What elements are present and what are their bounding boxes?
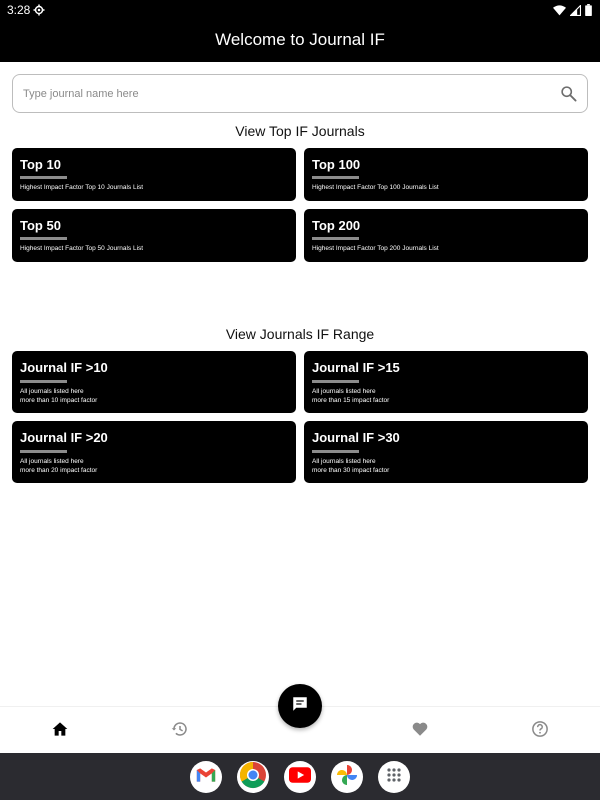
app-drawer-button[interactable] [378, 761, 410, 793]
if-10-card[interactable] [12, 351, 296, 413]
home-icon [52, 721, 68, 742]
card-divider [312, 380, 359, 383]
search-icon[interactable] [560, 85, 577, 107]
card-description: Highest Impact Factor Top 100 Journals List [312, 184, 439, 191]
card-title: Journal IF >30 [312, 430, 400, 445]
card-description-line2: more than 15 impact factor [312, 397, 390, 404]
photos-icon [335, 763, 359, 792]
youtube-icon [289, 767, 311, 788]
card-divider [312, 176, 359, 179]
status-bar [0, 0, 600, 20]
card-description: Highest Impact Factor Top 10 Journals List [20, 184, 144, 191]
range-journals-heading: View Journals IF Range [225, 326, 375, 342]
top-journals-heading: View Top IF Journals [235, 123, 365, 139]
chat-fab-button[interactable] [278, 684, 322, 728]
chat-icon [291, 695, 309, 718]
card-title: Journal IF >15 [312, 360, 400, 375]
card-description: Highest Impact Factor Top 50 Journals List [20, 245, 144, 252]
card-title: Top 50 [20, 218, 61, 233]
card-title: Top 100 [312, 157, 361, 172]
card-divider [312, 450, 359, 453]
help-icon [531, 720, 549, 743]
app-bar [0, 0, 600, 62]
chrome-icon [239, 761, 267, 794]
card-title: Journal IF >20 [20, 430, 108, 445]
nav-help[interactable] [530, 721, 550, 741]
search-input[interactable] [23, 83, 543, 105]
page-title: Welcome to Journal IF [215, 30, 385, 49]
status-indicators [553, 3, 592, 21]
card-description-line2: more than 20 impact factor [20, 467, 98, 474]
card-description-line2: more than 30 impact factor [312, 467, 390, 474]
photos-app[interactable] [331, 761, 363, 793]
gmail-icon [196, 767, 216, 788]
settings-gear-icon [33, 3, 45, 21]
card-divider [20, 380, 67, 383]
if-15-card[interactable] [304, 351, 588, 413]
card-divider [20, 176, 67, 179]
if-20-card[interactable] [12, 421, 296, 483]
battery-icon [585, 3, 592, 21]
gmail-app[interactable] [190, 761, 222, 793]
heart-icon [411, 720, 429, 743]
card-title: Top 200 [312, 218, 361, 233]
card-description-line2: more than 10 impact factor [20, 397, 98, 404]
card-description-line1: All journals listed here [312, 388, 376, 395]
top-100-card[interactable] [304, 148, 588, 201]
card-divider [20, 237, 67, 240]
nav-favorites[interactable] [410, 721, 430, 741]
card-description-line1: All journals listed here [20, 388, 84, 395]
system-taskbar [0, 753, 600, 800]
card-title: Journal IF >10 [20, 360, 108, 375]
top-200-card[interactable] [304, 209, 588, 262]
nav-home[interactable] [50, 721, 70, 741]
card-divider [20, 450, 67, 453]
top-10-card[interactable] [12, 148, 296, 201]
card-title: Top 10 [20, 157, 61, 172]
app-drawer-icon [386, 767, 402, 788]
card-divider [312, 237, 359, 240]
card-description-line1: All journals listed here [312, 458, 376, 465]
nav-history[interactable] [170, 721, 190, 741]
status-time: 3:28 [7, 3, 31, 17]
signal-icon [570, 3, 581, 21]
card-description-line1: All journals listed here [20, 458, 84, 465]
search-box [12, 74, 588, 113]
top-50-card[interactable] [12, 209, 296, 262]
wifi-icon [553, 3, 566, 21]
youtube-app[interactable] [284, 761, 316, 793]
history-icon [171, 720, 189, 743]
card-description: Highest Impact Factor Top 200 Journals List [312, 245, 439, 252]
if-30-card[interactable] [304, 421, 588, 483]
chrome-app[interactable] [237, 761, 269, 793]
